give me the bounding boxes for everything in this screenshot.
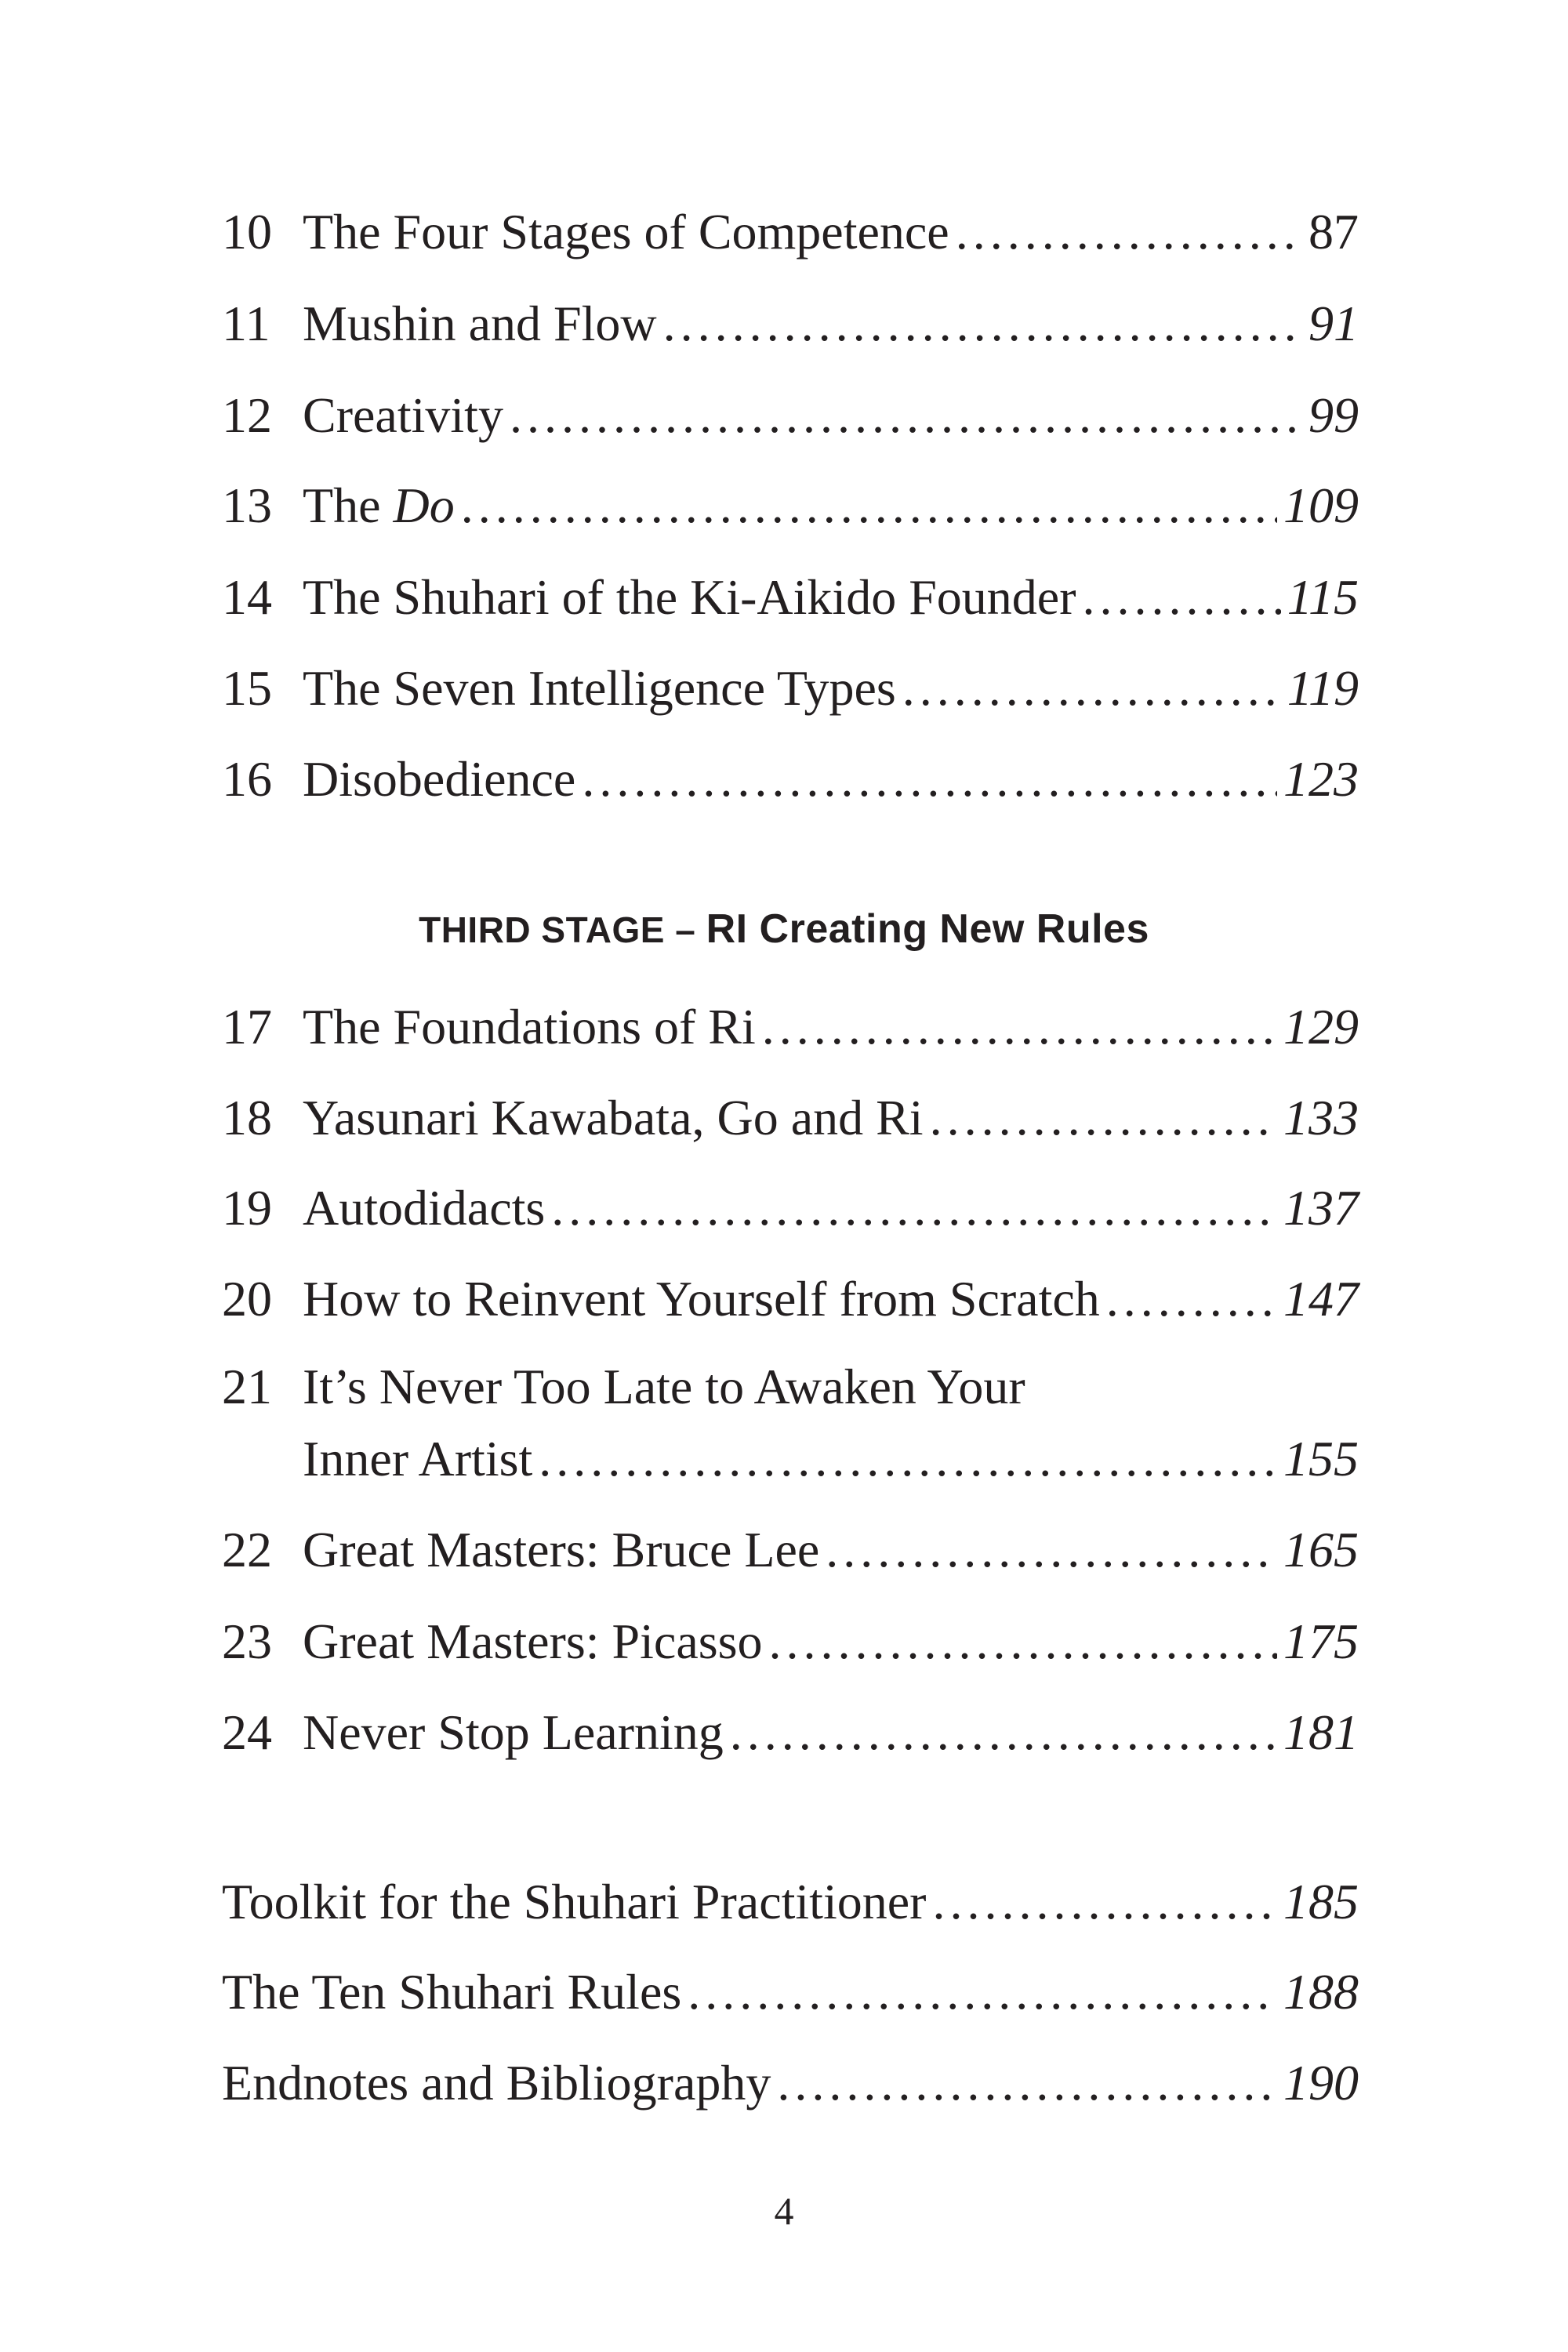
entry-line [222,1961,1359,2024]
toc-entry-10[interactable] [222,201,1359,263]
page-ref: 188 [1283,1964,1359,2020]
chapter-number: 10 [222,204,272,260]
section-heading-prefix: THIRD STAGE – [419,909,706,950]
page-ref: 133 [1283,1090,1359,1145]
page-ref: 129 [1283,999,1359,1054]
entry-line [303,657,1359,720]
page-ref: 87 [1308,204,1359,260]
entry-line [303,1087,1359,1149]
entry-line [303,1268,1359,1330]
chapter-number: 24 [222,1704,272,1760]
dot-leader [932,1871,1277,1933]
chapter-title: Great Masters: Bruce Lee [303,1522,820,1577]
toc-entry-14[interactable] [222,566,1359,629]
dot-leader [461,474,1277,537]
chapter-number: 14 [222,569,272,625]
chapter-title-line1: It’s Never Too Late to Awaken Your [303,1359,1025,1414]
toc-entry-24[interactable] [222,1701,1359,1764]
chapter-title: The Four Stages of Competence [303,204,949,260]
page-ref: 147 [1283,1271,1359,1327]
page-ref: 115 [1287,569,1359,625]
chapter-number: 11 [222,296,270,351]
dot-leader [551,1177,1277,1240]
chapter-title: Creativity [303,387,503,443]
dot-leader [777,2052,1277,2114]
entry-line [303,201,1359,263]
chapter-number: 19 [222,1180,272,1236]
dot-leader [730,1701,1277,1764]
dot-leader [663,292,1302,355]
page-ref: 91 [1308,296,1359,351]
chapter-number: 13 [222,477,272,533]
toc-entry-11[interactable] [222,292,1359,355]
dot-leader [769,1610,1277,1673]
chapter-title: Mushin and Flow [303,296,657,351]
toc-entry-15[interactable] [222,657,1359,720]
dot-leader [956,201,1302,263]
chapter-title: Yasunari Kawabata, Go and Ri [303,1090,924,1145]
toc-entry-18[interactable] [222,1087,1359,1149]
toc-entry-ten-rules[interactable] [222,1961,1359,2024]
dot-leader [582,748,1277,811]
dot-leader [1106,1268,1277,1330]
chapter-title-prefix: The [303,477,394,533]
back-matter-title: Endnotes and Bibliography [222,2055,771,2111]
chapter-title-italic: Do [393,477,455,533]
page-ref: 185 [1283,1874,1359,1929]
chapter-number: 16 [222,751,272,807]
toc-entry-22[interactable] [222,1519,1359,1581]
entry-line [222,2052,1359,2114]
toc-entry-20[interactable] [222,1268,1359,1330]
dot-leader [902,657,1281,720]
chapter-title-line2: Inner Artist [303,1431,533,1486]
toc-entry-19[interactable] [222,1177,1359,1240]
page-number: 4 [774,2189,794,2233]
chapter-title: Never Stop Learning [303,1704,724,1760]
back-matter-title: Toolkit for the Shuhari Practitioner [222,1874,927,1929]
chapter-title: The Seven Intelligence Types [303,660,896,716]
chapter-title: The Foundations of Ri [303,999,756,1054]
chapter-title [303,474,455,537]
page-ref: 175 [1283,1613,1359,1669]
chapter-title: Disobedience [303,751,576,807]
dot-leader [826,1519,1277,1581]
page-ref: 109 [1283,477,1359,533]
entry-line [303,1519,1359,1581]
entry-line [303,1428,1359,1490]
chapter-number: 12 [222,387,272,443]
toc-entry-12[interactable] [222,384,1359,447]
page-ref: 137 [1283,1180,1359,1236]
page-ref: 155 [1283,1431,1359,1486]
entry-line [303,1610,1359,1673]
dot-leader [510,384,1302,447]
toc-entry-16[interactable] [222,748,1359,811]
entry-line [303,748,1359,811]
page-ref: 119 [1287,660,1359,716]
chapter-number: 22 [222,1522,272,1577]
entry-line [303,566,1359,629]
chapter-title: The Shuhari of the Ki-Aikido Founder [303,569,1076,625]
entry-line [303,1701,1359,1764]
page-ref: 190 [1283,2055,1359,2111]
chapter-number: 18 [222,1090,272,1145]
entry-line [303,474,1359,537]
page-ref: 181 [1283,1704,1359,1760]
chapter-number: 21 [222,1359,272,1414]
page-ref: 123 [1283,751,1359,807]
chapter-number: 23 [222,1613,272,1669]
toc-entry-toolkit[interactable] [222,1871,1359,1933]
chapter-title: Autodidacts [303,1180,546,1236]
back-matter-title: The Ten Shuhari Rules [222,1964,682,2020]
chapter-number: 17 [222,999,272,1054]
entry-line [303,1177,1359,1240]
toc-entry-17[interactable] [222,996,1359,1058]
section-heading-main: RI Creating New Rules [706,906,1149,952]
chapter-title: Great Masters: Picasso [303,1613,763,1669]
dot-leader [688,1961,1277,2024]
page-ref: 165 [1283,1522,1359,1577]
entry-line [303,384,1359,447]
section-heading [0,902,1568,957]
chapter-title: How to Reinvent Yourself from Scratch [303,1271,1100,1327]
dot-leader [762,996,1277,1058]
dot-leader [930,1087,1277,1149]
entry-line [303,996,1359,1058]
toc-entry-endnotes[interactable] [222,2052,1359,2114]
dot-leader [539,1428,1277,1490]
page-ref: 99 [1308,387,1359,443]
toc-entry-13[interactable] [222,474,1359,537]
chapter-number: 20 [222,1271,272,1327]
entry-line [222,1871,1359,1933]
dot-leader [1083,566,1281,629]
toc-entry-21[interactable] [222,1356,1359,1497]
chapter-number: 15 [222,660,272,716]
toc-entry-23[interactable] [222,1610,1359,1673]
entry-line [303,292,1359,355]
